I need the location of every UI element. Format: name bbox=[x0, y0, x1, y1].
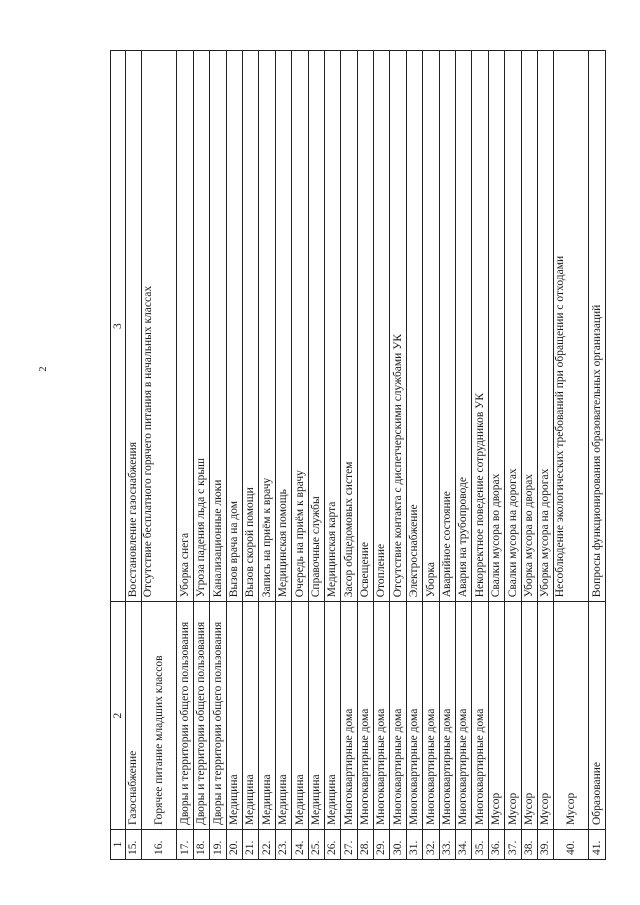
category-cell: Газоснабжение bbox=[126, 602, 142, 830]
topic-cell: Запись на приём к врачу bbox=[259, 51, 275, 602]
category-cell: Медицина bbox=[226, 602, 242, 830]
row-number-cell: 35. bbox=[472, 830, 488, 860]
table-row bbox=[193, 51, 209, 860]
category-cell: Мусор bbox=[554, 602, 589, 830]
table-row bbox=[521, 51, 537, 860]
topic-cell: Свалки мусора во дворах bbox=[488, 51, 504, 602]
topic-cell: Очередь на приём к врачу bbox=[292, 51, 308, 602]
rotated-table-wrapper bbox=[110, 50, 606, 860]
table-row bbox=[126, 51, 142, 860]
table-row bbox=[259, 51, 275, 860]
topic-cell: Некорректное поведение сотрудников УК bbox=[472, 51, 488, 602]
topic-cell: Уборка bbox=[423, 51, 439, 602]
category-cell: Многоквартирные дома bbox=[341, 602, 357, 830]
table-row bbox=[357, 51, 373, 860]
table-row bbox=[390, 51, 406, 860]
row-number-cell: 19. bbox=[210, 830, 226, 860]
topic-cell: Авария на трубопроводе bbox=[456, 51, 472, 602]
category-cell: Мусор bbox=[505, 602, 521, 830]
row-number-cell: 31. bbox=[406, 830, 422, 860]
category-cell: Многоквартирные дома bbox=[406, 602, 422, 830]
topic-cell: Освещение bbox=[357, 51, 373, 602]
column-header: 1 bbox=[111, 830, 126, 860]
row-number-cell: 41. bbox=[589, 830, 606, 860]
row-number-cell: 20. bbox=[226, 830, 242, 860]
row-number-cell: 22. bbox=[259, 830, 275, 860]
category-cell: Горячее питание младших классов bbox=[142, 602, 177, 830]
table-row bbox=[210, 51, 226, 860]
category-cell: Медицина bbox=[275, 602, 291, 830]
table-row bbox=[374, 51, 390, 860]
row-number-cell: 21. bbox=[242, 830, 258, 860]
category-cell: Многоквартирные дома bbox=[390, 602, 406, 830]
row-number-cell: 24. bbox=[292, 830, 308, 860]
category-cell: Многоквартирные дома bbox=[456, 602, 472, 830]
row-number-cell: 27. bbox=[341, 830, 357, 860]
category-cell: Медицина bbox=[292, 602, 308, 830]
category-cell: Многоквартирные дома bbox=[357, 602, 373, 830]
category-cell: Мусор bbox=[521, 602, 537, 830]
table-row bbox=[456, 51, 472, 860]
category-cell: Мусор bbox=[488, 602, 504, 830]
row-number-cell: 29. bbox=[374, 830, 390, 860]
page-number: 2 bbox=[38, 366, 49, 372]
row-number-cell: 25. bbox=[308, 830, 324, 860]
topic-cell: Вызов скорой помощи bbox=[242, 51, 258, 602]
row-number-cell: 34. bbox=[456, 830, 472, 860]
table-row bbox=[142, 51, 177, 860]
table-row bbox=[537, 51, 553, 860]
table-header-row bbox=[111, 51, 126, 860]
category-cell: Дворы и территории общего пользования bbox=[193, 602, 209, 830]
table-row bbox=[242, 51, 258, 860]
category-cell: Образование bbox=[589, 602, 606, 830]
topics-table bbox=[110, 50, 606, 860]
category-cell: Медицина bbox=[308, 602, 324, 830]
row-number-cell: 36. bbox=[488, 830, 504, 860]
row-number-cell: 17. bbox=[177, 830, 193, 860]
topic-cell: Справочные службы bbox=[308, 51, 324, 602]
category-cell: Медицина bbox=[324, 602, 340, 830]
topic-cell: Аварийное состояние bbox=[439, 51, 455, 602]
category-cell: Многоквартирные дома bbox=[439, 602, 455, 830]
column-header: 3 bbox=[111, 51, 126, 602]
table-row bbox=[472, 51, 488, 860]
topic-cell: Отсутствие контакта с диспетчерскими службами УК bbox=[390, 51, 406, 602]
column-header: 2 bbox=[111, 602, 126, 830]
category-cell: Медицина bbox=[259, 602, 275, 830]
topic-cell: Канализационные люки bbox=[210, 51, 226, 602]
category-cell: Дворы и территории общего пользования bbox=[177, 602, 193, 830]
topic-cell: Угроза падения льда с крыш bbox=[193, 51, 209, 602]
row-number-cell: 18. bbox=[193, 830, 209, 860]
table-row bbox=[423, 51, 439, 860]
topic-cell: Электроснабжение bbox=[406, 51, 422, 602]
topic-cell: Свалки мусора на дорогах bbox=[505, 51, 521, 602]
table-row bbox=[488, 51, 504, 860]
row-number-cell: 33. bbox=[439, 830, 455, 860]
category-cell: Многоквартирные дома bbox=[472, 602, 488, 830]
topic-cell: Несоблюдение экологических требований при обращении с отходами bbox=[554, 51, 589, 602]
table-row bbox=[177, 51, 193, 860]
topic-cell: Восстановление газоснабжения bbox=[126, 51, 142, 602]
table-row bbox=[439, 51, 455, 860]
topic-cell: Медицинская карта bbox=[324, 51, 340, 602]
row-number-cell: 37. bbox=[505, 830, 521, 860]
table-row bbox=[275, 51, 291, 860]
topic-cell: Вопросы функционирования образовательных организаций bbox=[589, 51, 606, 602]
topic-cell: Отопление bbox=[374, 51, 390, 602]
row-number-cell: 39. bbox=[537, 830, 553, 860]
row-number-cell: 23. bbox=[275, 830, 291, 860]
table-row bbox=[554, 51, 589, 860]
table-row bbox=[308, 51, 324, 860]
table-row bbox=[341, 51, 357, 860]
category-cell: Многоквартирные дома bbox=[374, 602, 390, 830]
category-cell: Мусор bbox=[537, 602, 553, 830]
topic-cell: Уборка мусора во дворах bbox=[521, 51, 537, 602]
table-row bbox=[324, 51, 340, 860]
row-number-cell: 32. bbox=[423, 830, 439, 860]
row-number-cell: 30. bbox=[390, 830, 406, 860]
table-row bbox=[292, 51, 308, 860]
topic-cell: Отсутствие бесплатного горячего питания в начальных классах bbox=[142, 51, 177, 602]
table-row bbox=[589, 51, 606, 860]
table-row bbox=[406, 51, 422, 860]
category-cell: Многоквартирные дома bbox=[423, 602, 439, 830]
topic-cell: Медицинская помощь bbox=[275, 51, 291, 602]
topic-cell: Засор общедомовых систем bbox=[341, 51, 357, 602]
category-cell: Медицина bbox=[242, 602, 258, 830]
topic-cell: Вызов врача на дом bbox=[226, 51, 242, 602]
row-number-cell: 40. bbox=[554, 830, 589, 860]
table-row bbox=[505, 51, 521, 860]
row-number-cell: 26. bbox=[324, 830, 340, 860]
row-number-cell: 16. bbox=[142, 830, 177, 860]
row-number-cell: 15. bbox=[126, 830, 142, 860]
topic-cell: Уборка мусора на дорогах bbox=[537, 51, 553, 602]
row-number-cell: 28. bbox=[357, 830, 373, 860]
row-number-cell: 38. bbox=[521, 830, 537, 860]
table-row bbox=[226, 51, 242, 860]
topic-cell: Уборка снега bbox=[177, 51, 193, 602]
category-cell: Дворы и территории общего пользования bbox=[210, 602, 226, 830]
